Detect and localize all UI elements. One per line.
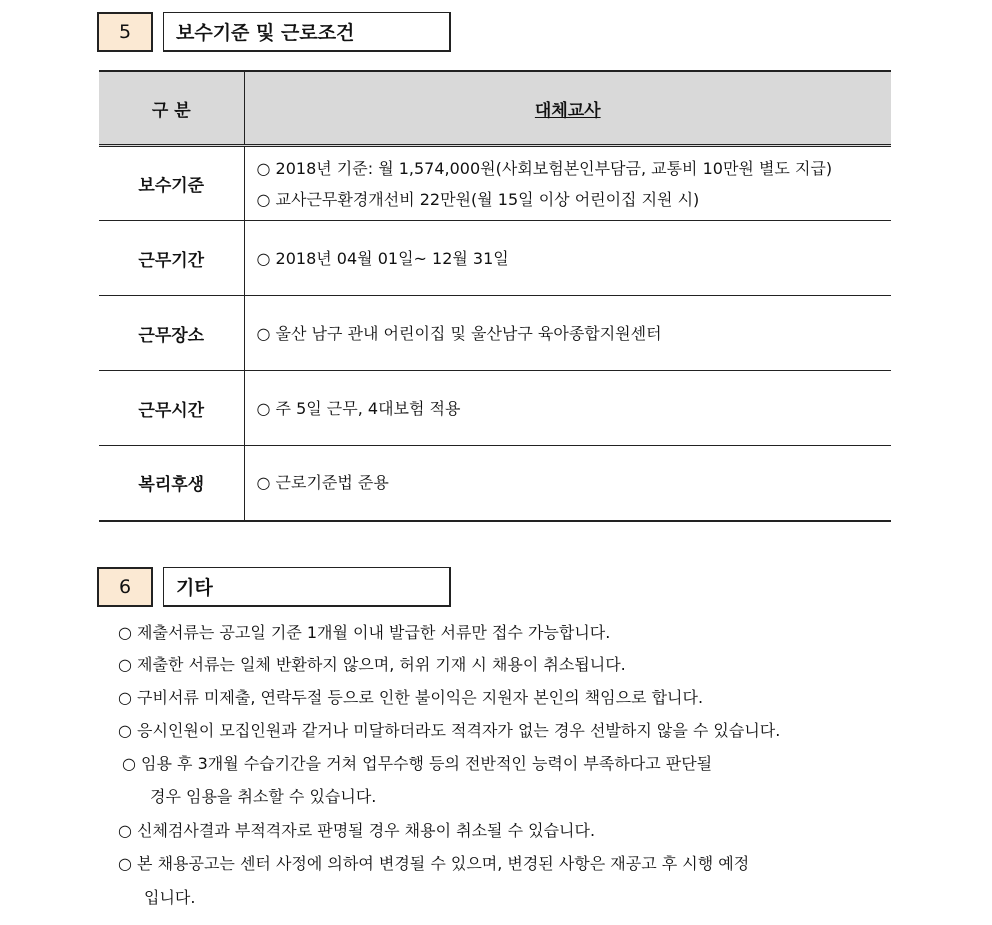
row-label: 보수기준 bbox=[99, 146, 244, 221]
row-line: ○ 울산 남구 관내 어린이집 및 울산남구 육아종합지원센터 bbox=[256, 323, 662, 343]
table-row-period bbox=[99, 221, 891, 296]
note-item: ○ 응시인원이 모집인원과 같거나 미달하더라도 적격자가 없는 경우 선발하지 않을 수 있습니다. bbox=[118, 721, 781, 740]
note-item-continuation: 입니다. bbox=[144, 888, 196, 907]
note-item: ○ 구비서류 미제출, 연락두절 등으로 인한 불이익은 지원자 본인의 책임으로 합니다. bbox=[118, 688, 704, 707]
table-row-welfare bbox=[99, 446, 891, 521]
row-line: ○ 주 5일 근무, 4대보험 적용 bbox=[256, 398, 461, 418]
note-item: ○ 제출한 서류는 일체 반환하지 않으며, 허위 기재 시 채용이 취소됩니다. bbox=[118, 655, 626, 674]
table-header-row bbox=[99, 71, 891, 146]
row-value bbox=[244, 446, 891, 521]
note-item: ○ 본 채용공고는 센터 사정에 의하여 변경될 수 있으며, 변경된 사항은 재공고 후 시행 예정 bbox=[118, 854, 750, 873]
row-line: ○ 교사근무환경개선비 22만원(월 15일 이상 어린이집 지원 시) bbox=[256, 189, 700, 209]
row-value bbox=[244, 371, 891, 446]
row-label: 근무시간 bbox=[99, 371, 244, 446]
section-6-title: 기타 bbox=[163, 567, 451, 607]
row-line: ○ 2018년 04월 01일~ 12월 31일 bbox=[256, 248, 509, 268]
note-item: ○ 임용 후 3개월 수습기간을 거쳐 업무수행 등의 전반적인 능력이 부족하다고 판단될 bbox=[122, 754, 713, 773]
row-label: 근무기간 bbox=[99, 221, 244, 296]
header-substitute-teacher-label: 대체교사 bbox=[534, 100, 601, 121]
table-row-location bbox=[99, 296, 891, 371]
row-value bbox=[244, 221, 891, 296]
row-value bbox=[244, 146, 891, 221]
row-label: 복리후생 bbox=[99, 446, 244, 521]
row-label: 근무장소 bbox=[99, 296, 244, 371]
section-6-number: 6 bbox=[97, 567, 153, 607]
note-item: ○ 신체검사결과 부적격자로 판명될 경우 채용이 취소될 수 있습니다. bbox=[118, 821, 596, 840]
header-substitute-teacher bbox=[244, 71, 891, 146]
section-5-title: 보수기준 및 근로조건 bbox=[163, 12, 451, 52]
note-item-continuation: 경우 임용을 취소할 수 있습니다. bbox=[150, 787, 377, 806]
row-line: ○ 근로기준법 준용 bbox=[256, 473, 389, 493]
row-line: ○ 2018년 기준: 월 1,574,000원(사회보험본인부담금, 교통비 10만원 별도 지급) bbox=[256, 158, 833, 178]
header-category: 구 분 bbox=[99, 71, 244, 146]
row-value bbox=[244, 296, 891, 371]
section-5-number: 5 bbox=[97, 12, 153, 52]
conditions-table bbox=[99, 70, 891, 522]
note-item: ○ 제출서류는 공고일 기준 1개월 이내 발급한 서류만 접수 가능합니다. bbox=[118, 623, 611, 642]
table-row-hours bbox=[99, 371, 891, 446]
table-row-salary bbox=[99, 146, 891, 221]
